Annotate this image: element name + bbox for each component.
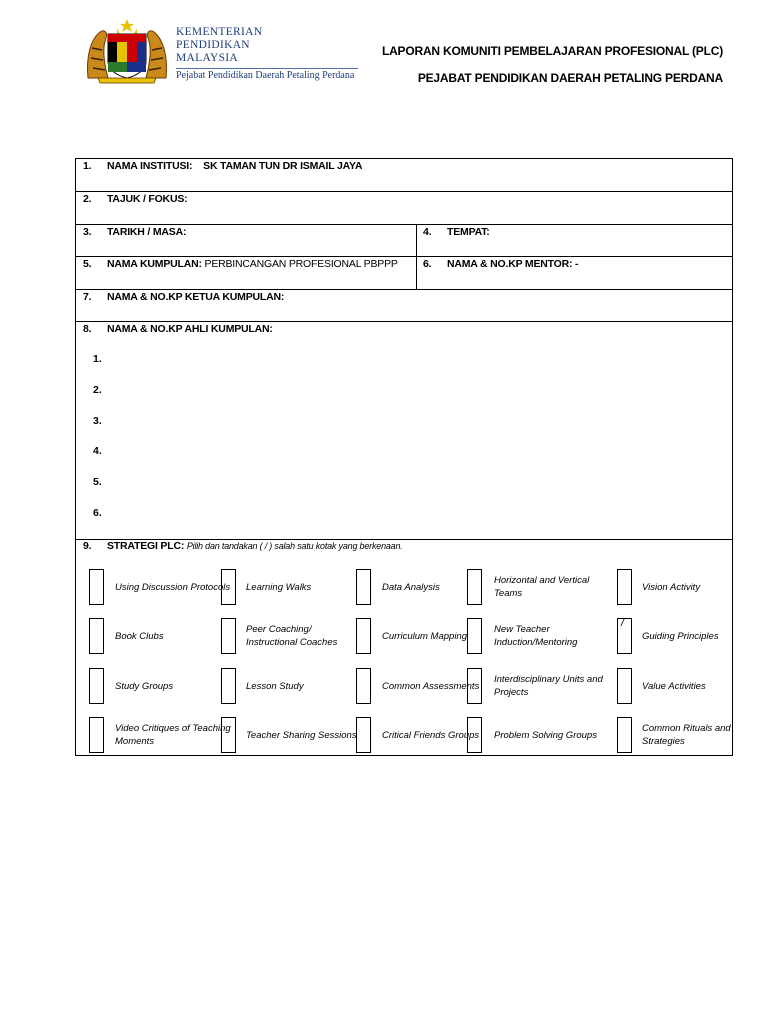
strategy-option-text: Curriculum Mapping (382, 630, 468, 642)
strategy-option-label (246, 569, 364, 605)
field-label: NAMA & NO.KP MENTOR: - (447, 258, 579, 270)
strategy-checkbox[interactable] (467, 668, 482, 704)
strategy-option-text: Common Rituals and Strategies (642, 723, 731, 747)
strategy-option-label (494, 569, 612, 605)
row-divider (76, 289, 732, 290)
strategy-option-text: Critical Friends Groups (382, 729, 480, 741)
field-label: TARIKH / MASA: (107, 226, 187, 238)
strategy-checkbox[interactable] (356, 717, 371, 753)
strategy-option-label (642, 569, 760, 605)
strategy-option-text: Teacher Sharing Sessions (246, 729, 357, 741)
checkbox-mark: / (621, 617, 625, 629)
ministry-name (176, 26, 262, 65)
ministry-line: MALAYSIA (176, 52, 239, 64)
strategy-option-text: Problem Solving Groups (494, 729, 597, 741)
strategy-option-label (494, 717, 612, 753)
strategy-instruction: Pilih dan tandakan ( / ) salah satu kotak yang berkenaan. (186, 541, 403, 551)
strategy-checkbox[interactable] (221, 668, 236, 704)
strategy-checkbox[interactable] (617, 668, 632, 704)
strategy-checkbox[interactable] (221, 717, 236, 753)
strategy-checkbox[interactable] (221, 569, 236, 605)
row-divider (76, 321, 732, 322)
strategy-option-text: Video Critiques of Teaching Moments (115, 723, 231, 747)
strategy-option-label (494, 668, 612, 704)
member-entry[interactable]: 4. (93, 445, 102, 457)
strategy-option-text: Lesson Study (246, 680, 304, 692)
field-label: NAMA KUMPULAN: (107, 258, 202, 270)
field-number: 2. (83, 193, 92, 205)
member-entry[interactable]: 5. (93, 476, 102, 488)
member-entry[interactable]: 6. (93, 507, 102, 519)
field-group-name[interactable] (83, 258, 398, 270)
strategy-checkbox[interactable] (356, 569, 371, 605)
strategy-option-label (246, 618, 364, 654)
strategy-option-text: Data Analysis (382, 581, 440, 593)
strategy-option-label (115, 668, 233, 704)
strategy-option-label (382, 569, 500, 605)
strategy-option-label (642, 717, 760, 753)
strategy-checkbox[interactable] (617, 717, 632, 753)
ministry-logo (84, 18, 360, 84)
strategy-option-text: Common Assessments (382, 680, 480, 692)
strategy-option-text: Value Activities (642, 680, 706, 692)
field-number: 9. (83, 540, 92, 552)
strategy-option-label (382, 717, 500, 753)
row-divider (76, 191, 732, 192)
row-divider (76, 256, 732, 257)
strategy-option-label (642, 618, 760, 654)
column-divider (416, 224, 417, 289)
field-number: 5. (83, 258, 92, 270)
strategy-checkbox[interactable] (617, 569, 632, 605)
field-mentor[interactable] (423, 258, 578, 270)
row-divider (76, 224, 732, 225)
office-name: Pejabat Pendidikan Daerah Petaling Perdana (176, 70, 355, 81)
strategy-option-label (642, 668, 760, 704)
strategy-checkbox[interactable] (89, 668, 104, 704)
strategy-option-label (382, 618, 500, 654)
plc-report-form (75, 158, 733, 756)
field-topic[interactable] (83, 193, 187, 205)
field-label: TAJUK / FOKUS: (107, 193, 188, 205)
strategy-checkbox[interactable] (89, 717, 104, 753)
strategy-checkbox[interactable] (617, 618, 632, 654)
field-number: 3. (83, 226, 92, 238)
field-number: 1. (83, 160, 92, 172)
field-label: TEMPAT: (447, 226, 490, 238)
strategy-option-text: Peer Coaching/ Instructional Coaches (246, 624, 338, 648)
strategy-checkbox[interactable] (467, 717, 482, 753)
strategy-option-label (115, 569, 233, 605)
strategy-option-text: Book Clubs (115, 630, 164, 642)
field-institution[interactable] (83, 160, 362, 172)
ministry-line: PENDIDIKAN (176, 39, 250, 51)
field-number: 7. (83, 291, 92, 303)
member-entry[interactable]: 3. (93, 415, 102, 427)
strategy-option-label (115, 717, 233, 753)
strategy-checkbox[interactable] (467, 569, 482, 605)
strategy-checkbox[interactable] (356, 668, 371, 704)
strategy-option-text: Study Groups (115, 680, 174, 692)
field-strategy (83, 540, 403, 552)
report-title: LAPORAN KOMUNITI PEMBELAJARAN PROFESIONAL (PLC) (381, 44, 723, 58)
field-number: 8. (83, 323, 92, 335)
strategy-checkbox[interactable] (89, 618, 104, 654)
strategy-option-label (494, 618, 612, 654)
strategy-option-label (382, 668, 500, 704)
strategy-option-text: Guiding Principles (642, 630, 719, 642)
strategy-option-text: Vision Activity (642, 581, 701, 593)
strategy-checkbox[interactable] (221, 618, 236, 654)
strategy-checkbox[interactable] (467, 618, 482, 654)
coat-of-arms-icon (84, 18, 170, 84)
strategy-option-text: Using Discussion Protocols (115, 581, 231, 593)
strategy-option-label (246, 668, 364, 704)
field-number: 6. (423, 258, 432, 270)
field-date-time[interactable] (83, 226, 186, 238)
report-subtitle: PEJABAT PENDIDIKAN DAERAH PETALING PERDANA (417, 71, 723, 85)
field-number: 4. (423, 226, 432, 238)
strategy-option-label (246, 717, 364, 753)
field-venue[interactable] (423, 226, 490, 238)
strategy-option-label (115, 618, 233, 654)
group-name-value: PERBINCANGAN PROFESIONAL PBPPP (204, 258, 398, 270)
institution-value: SK TAMAN TUN DR ISMAIL JAYA (203, 160, 363, 172)
field-label: STRATEGI PLC: (107, 540, 185, 552)
strategy-option-text: Interdisciplinary Units and Projects (494, 674, 603, 698)
field-group-members (83, 323, 273, 335)
field-label: NAMA & NO.KP KETUA KUMPULAN: (107, 291, 285, 303)
field-label: NAMA & NO.KP AHLI KUMPULAN: (107, 323, 273, 335)
logo-divider (176, 68, 358, 69)
field-group-leader[interactable] (83, 291, 284, 303)
ministry-line: KEMENTERIAN (176, 26, 263, 38)
member-entry[interactable]: 2. (93, 384, 102, 396)
field-label: NAMA INSTITUSI: (107, 160, 193, 172)
strategy-checkbox[interactable] (356, 618, 371, 654)
member-entry[interactable]: 1. (93, 353, 102, 365)
strategy-option-text: Learning Walks (246, 581, 312, 593)
strategy-option-text: New Teacher Induction/Mentoring (494, 624, 578, 648)
strategy-checkbox[interactable] (89, 569, 104, 605)
strategy-option-text: Horizontal and Vertical Teams (494, 575, 590, 599)
